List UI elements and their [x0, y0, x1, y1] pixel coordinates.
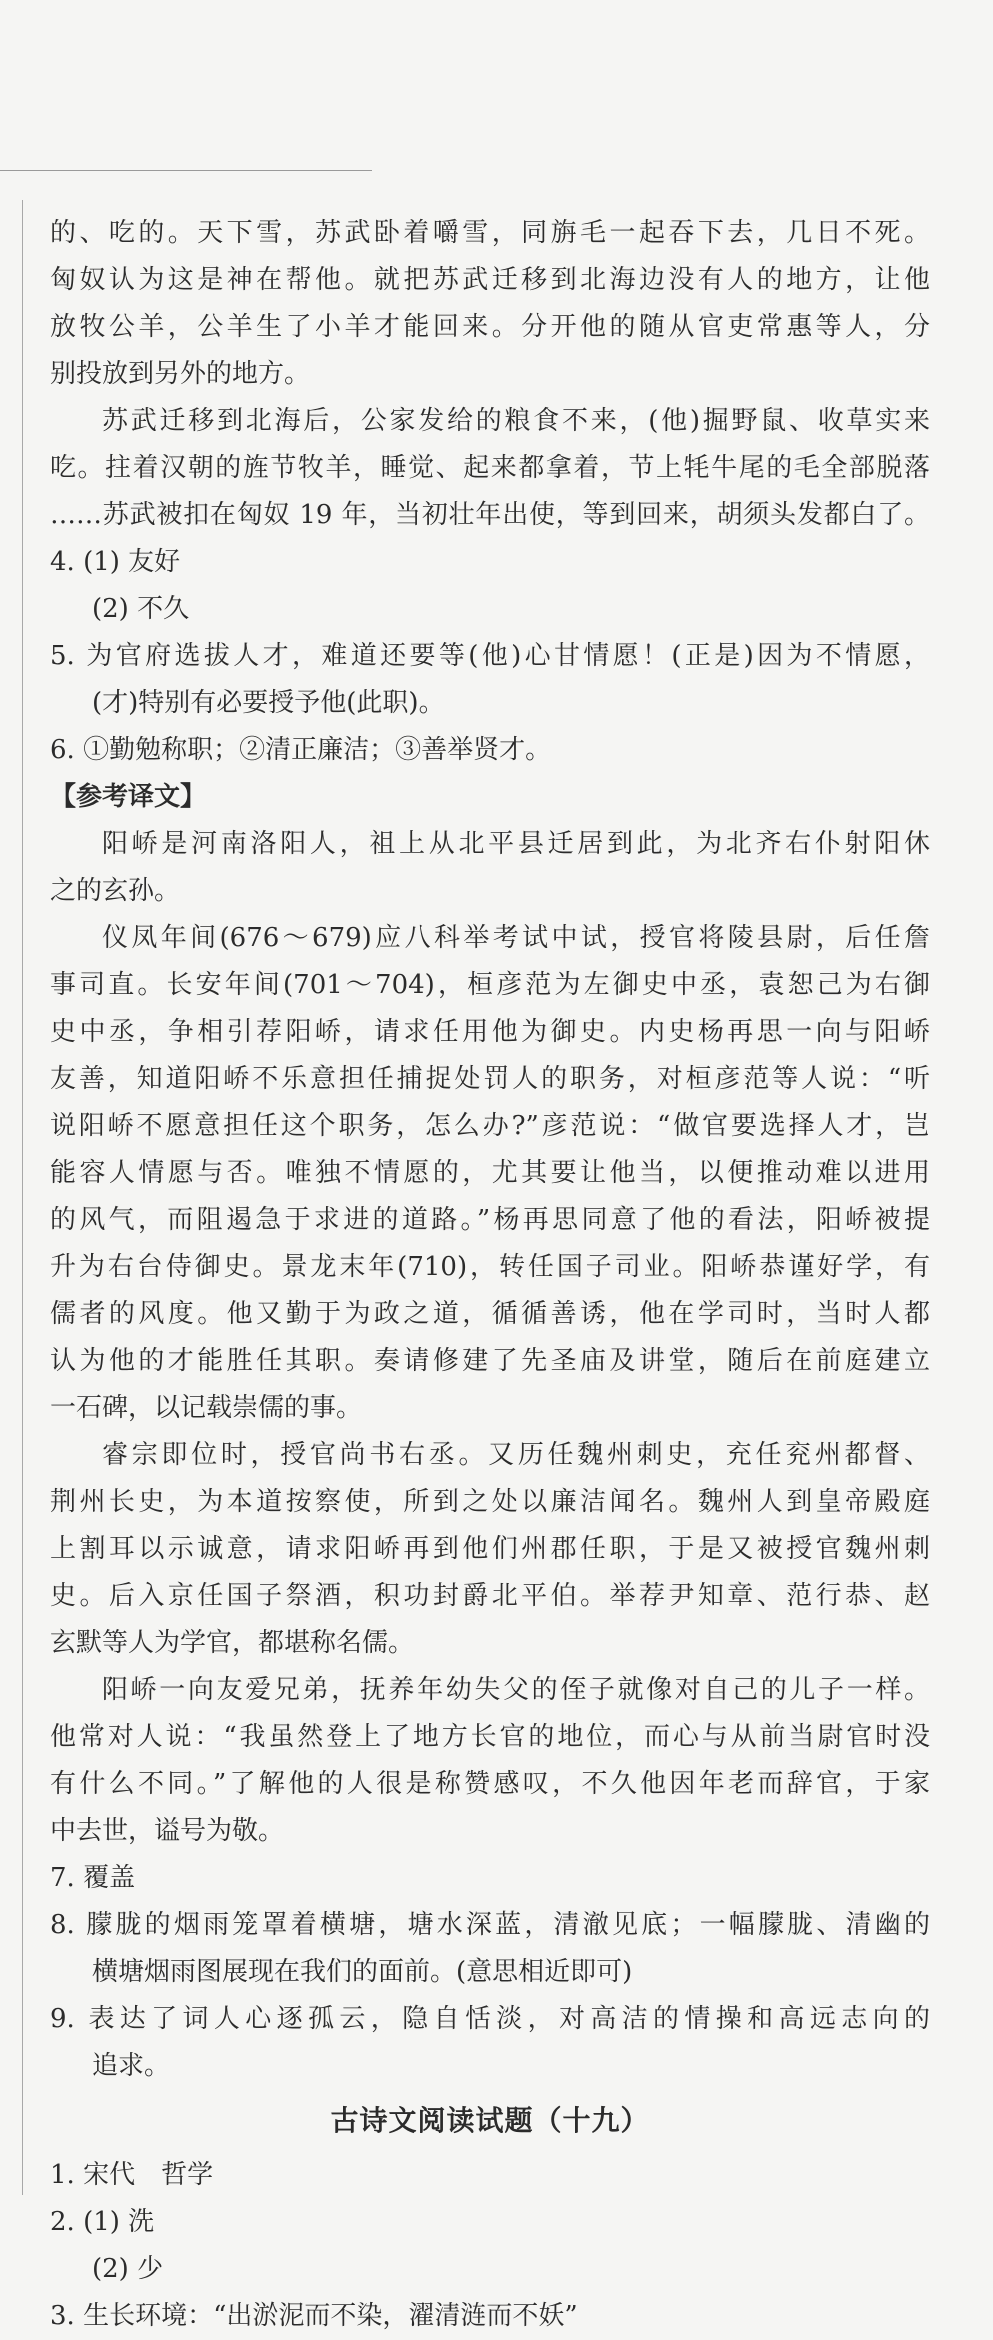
text-line: 追求。 [92, 2051, 171, 2081]
answer-block-middle [50, 1855, 930, 2090]
text-line: 睿宗即位时，授官尚书右丞。又历任魏州刺史，充任兖州都督、 [102, 1440, 930, 1470]
text-line: (才)特别有必要授予他(此职)。 [92, 688, 445, 718]
text-line: 中去世，谥号为敬。 [50, 1816, 285, 1846]
margin-line [22, 200, 23, 2195]
text-line: 的风气，而阻遏急于求进的道路。”杨再思同意了他的看法，阳峤被提 [50, 1205, 930, 1235]
text-line: 阳峤是河南洛阳人，祖上从北平县迁居到此，为北齐右仆射阳休 [102, 829, 930, 859]
text-line: 上割耳以示诚意，请求阳峤再到他们州郡任职，于是又被授官魏州刺 [50, 1534, 930, 1564]
section-title: 古诗文阅读试题（十九） [330, 2104, 650, 2137]
text-line: 2. (1) 洗 [50, 2207, 155, 2237]
text-line: 升为右台侍御史。景龙末年(710)，转任国子司业。阳峤恭谨好学，有 [50, 1252, 930, 1282]
text-line: 放牧公羊，公羊生了小羊才能回来。分开他的随从官吏常惠等人，分 [50, 312, 930, 342]
text-line: 1. 宋代 哲学 [50, 2160, 214, 2190]
text-line: 友善，知道阳峤不乐意担任捕捉处罚人的职务，对桓彦范等人说：“听 [50, 1064, 930, 1094]
text-line: 史中丞，争相引荐阳峤，请求任用他为御史。内史杨再思一向与阳峤 [50, 1017, 930, 1047]
text-line: 苏武迁移到北海后，公家发给的粮食不来，(他)掘野鼠、收草实来 [102, 406, 930, 436]
text-line: 荆州长史，为本道按察使，所到之处以廉洁闻名。魏州人到皇帝殿庭 [50, 1487, 930, 1517]
text-line: 5. 为官府选拔人才，难道还要等(他)心甘情愿！(正是)因为不情愿， [50, 641, 930, 671]
header-divider [0, 170, 372, 171]
text-line: 儒者的风度。他又勤于为政之道，循循善诱，他在学司时，当时人都 [50, 1299, 930, 1329]
answer-page [50, 210, 930, 2340]
text-line: 阳峤一向友爱兄弟，抚养年幼失父的侄子就像对自己的儿子一样。 [102, 1675, 930, 1705]
text-line: 3. 生长环境：“出淤泥而不染，濯清涟而不妖” [50, 2301, 578, 2331]
text-line: 仪凤年间(676～679)应八科举考试中试，授官将陵县尉，后任詹 [102, 923, 930, 953]
text-line: 之的玄孙。 [50, 876, 181, 906]
text-line: 7. 覆盖 [50, 1863, 136, 1893]
text-line: 4. (1) 友好 [50, 547, 181, 577]
text-line: 认为他的才能胜任其职。奏请修建了先圣庙及讲堂，随后在前庭建立 [50, 1346, 930, 1376]
translation-block [50, 821, 930, 1855]
text-line: 玄默等人为学官，都堪称名儒。 [50, 1628, 415, 1658]
text-line: 别投放到另外的地方。 [50, 359, 311, 389]
text-line: 史。后入京任国子祭酒，积功封爵北平伯。举荐尹知章、范行恭、赵 [50, 1581, 930, 1611]
text-line: 事司直。长安年间(701～704)，桓彦范为左御史中丞，袁恕己为右御 [50, 970, 930, 1000]
text-line: 吃。拄着汉朝的旌节牧羊，睡觉、起来都拿着，节上牦牛尾的毛全部脱落 [50, 453, 930, 483]
text-line: 能容人情愿与否。唯独不情愿的，尤其要让他当，以便推动难以进用 [50, 1158, 930, 1188]
text-line: ……苏武被扣在匈奴 19 年，当初壮年出使，等到回来，胡须头发都白了。 [50, 500, 930, 530]
answer-block-top [50, 210, 930, 774]
text-line: 横塘烟雨图展现在我们的面前。(意思相近即可) [92, 1957, 633, 1987]
text-line: 匈奴认为这是神在帮他。就把苏武迁移到北海边没有人的地方，让他 [50, 265, 930, 295]
text-line: 说阳峤不愿意担任这个职务，怎么办?”彦范说：“做官要选择人才，岂 [50, 1111, 930, 1141]
answer-block-bottom [50, 2152, 930, 2340]
text-line: 他常对人说：“我虽然登上了地方长官的地位，而心与从前当尉官时没 [50, 1722, 930, 1752]
text-line: 的、吃的。天下雪，苏武卧着嚼雪，同旃毛一起吞下去，几日不死。 [50, 218, 930, 248]
text-line: 一石碑，以记载崇儒的事。 [50, 1393, 363, 1423]
text-line: 8. 朦胧的烟雨笼罩着横塘，塘水深蓝，清澈见底；一幅朦胧、清幽的 [50, 1910, 930, 1940]
text-line: (2) 不久 [92, 594, 190, 624]
reference-translation-heading: 【参考译文】 [50, 782, 207, 812]
text-line: 6. ①勤勉称职；②清正廉洁；③善举贤才。 [50, 735, 552, 765]
text-line: 9. 表达了词人心逐孤云，隐自恬淡，对高洁的情操和高远志向的 [50, 2004, 930, 2034]
text-line: (2) 少 [92, 2254, 164, 2284]
text-line: 有什么不同。”了解他的人很是称赞感叹，不久他因年老而辞官，于家 [50, 1769, 930, 1799]
